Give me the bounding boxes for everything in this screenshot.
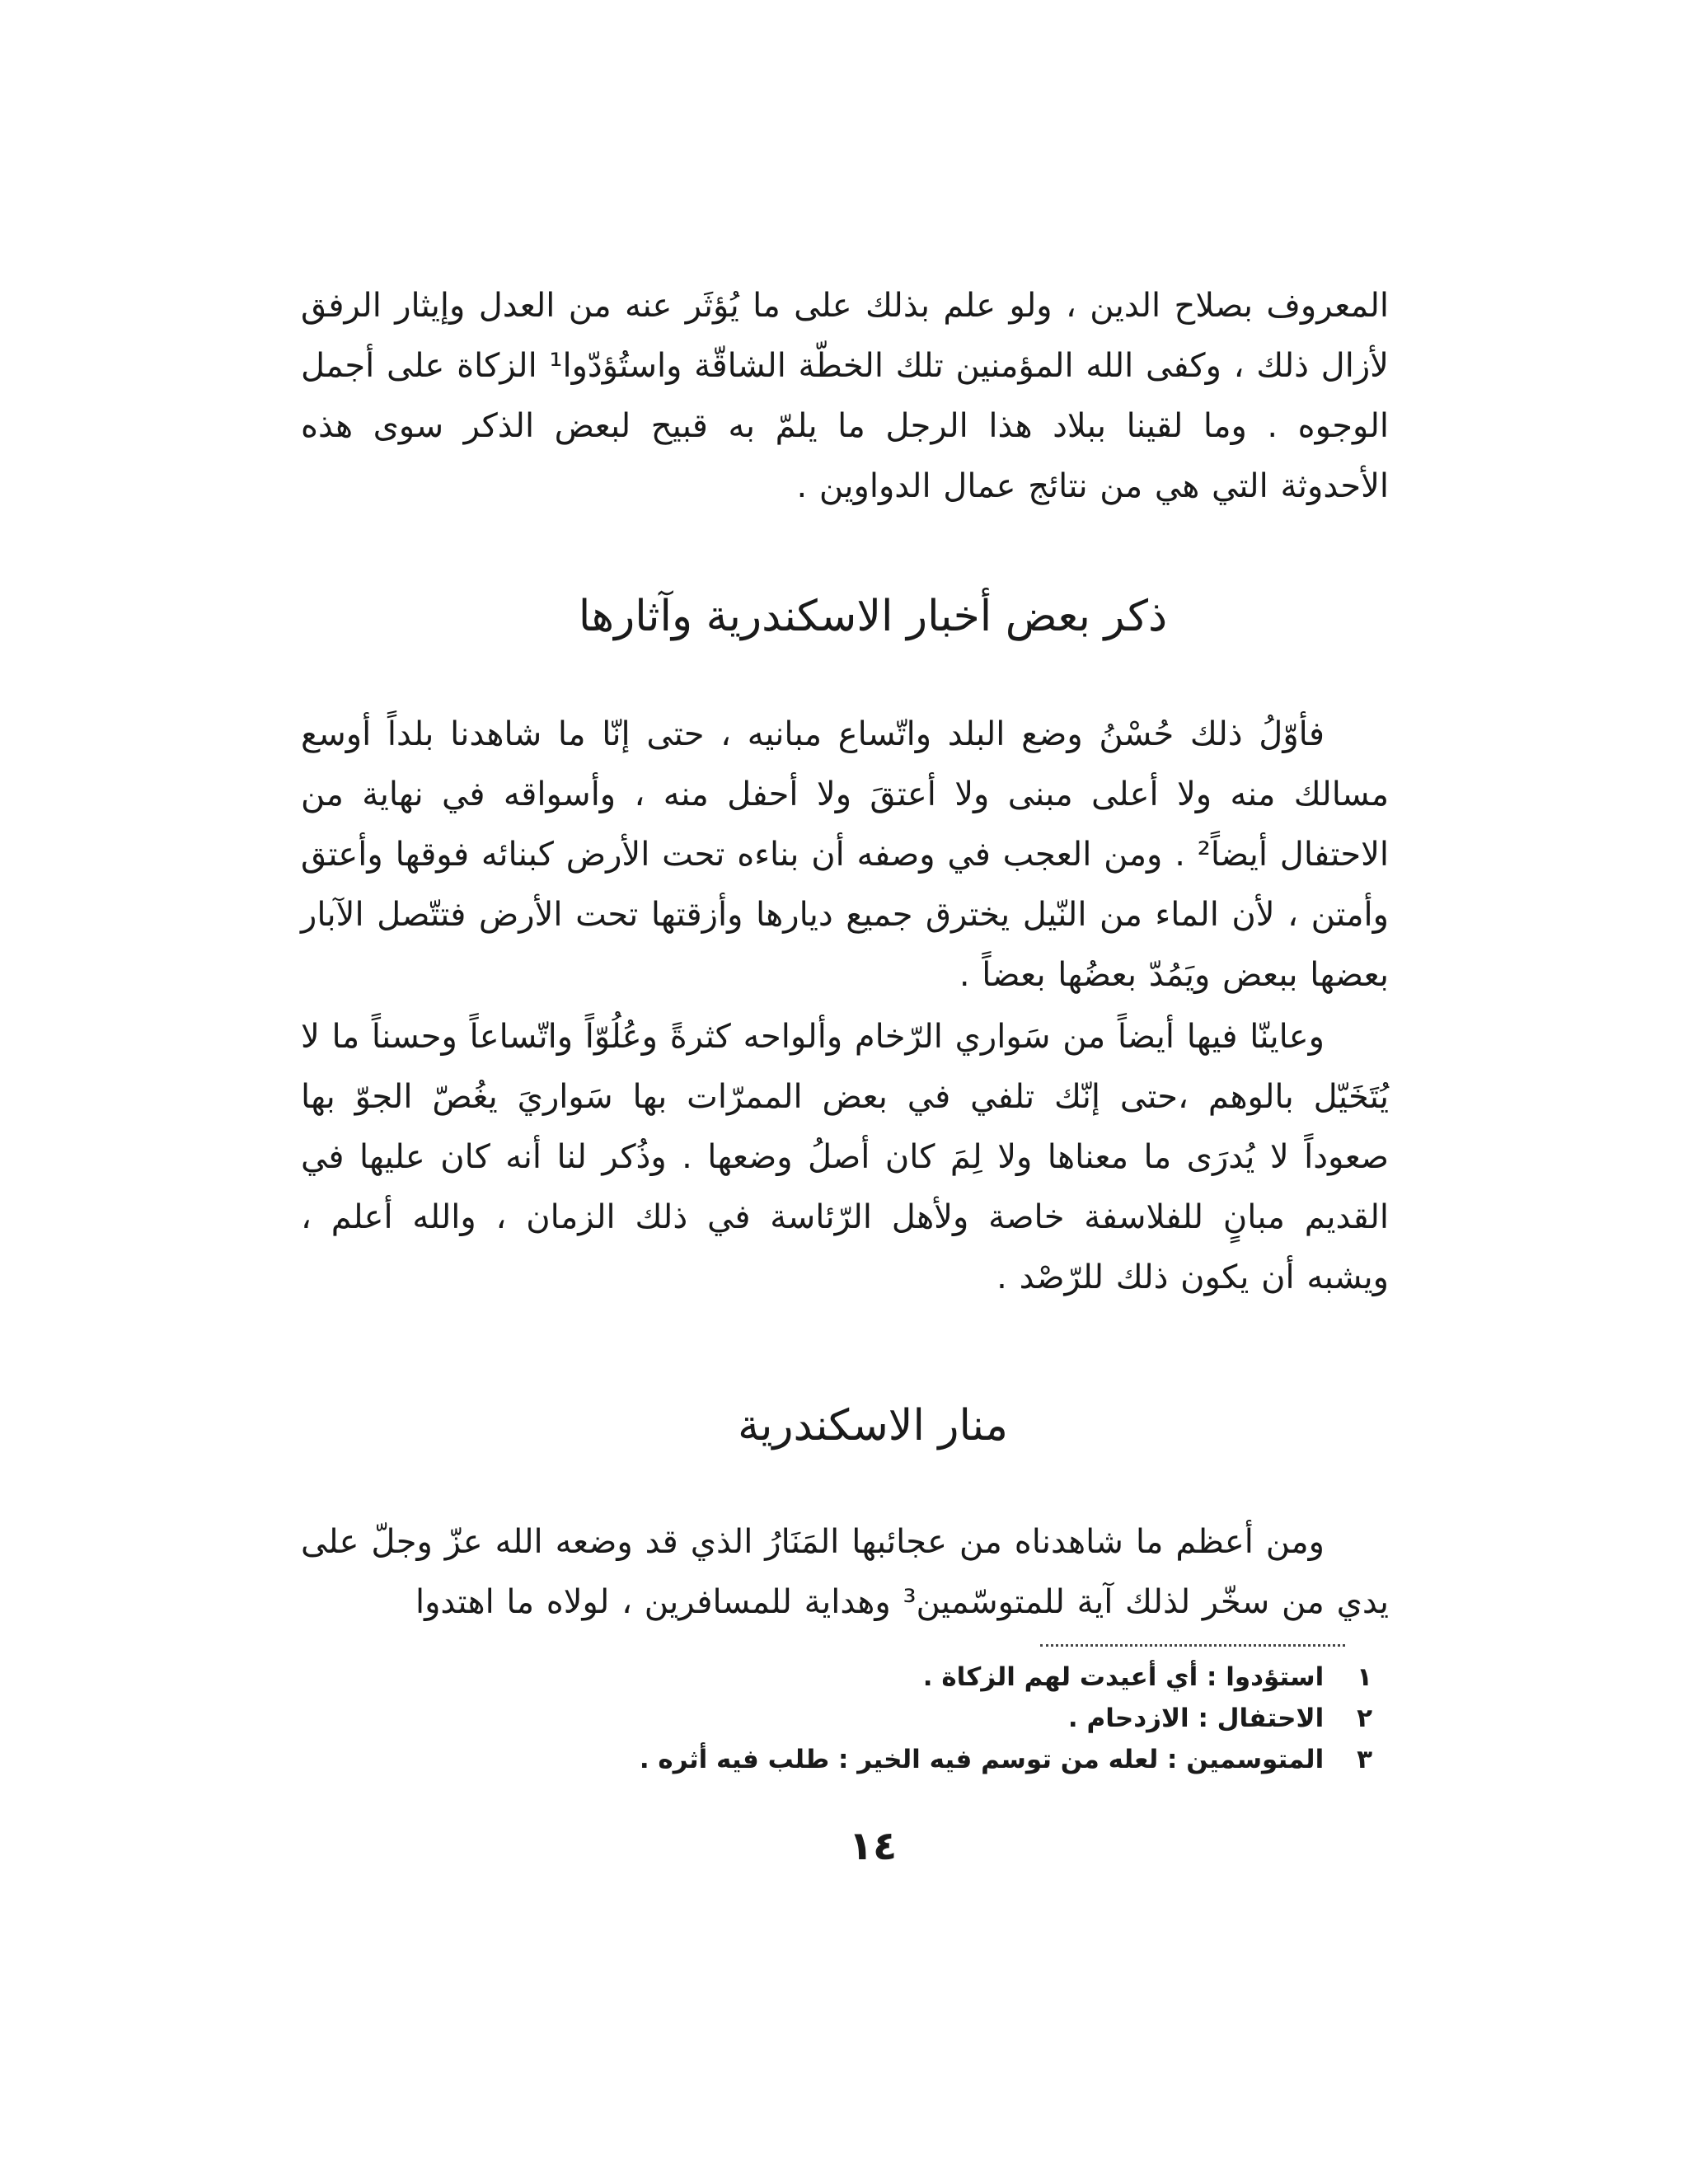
footnote-divider (1040, 1644, 1345, 1647)
footnote-item (301, 1739, 1389, 1780)
paragraph-city-description (301, 705, 1389, 1005)
paragraph-lighthouse (301, 1512, 1389, 1633)
paragraph-continuation (301, 276, 1389, 517)
paragraph-text: فأوّلُ ذلك حُسْنُ وضع البلد واتّساع مبانيه ، حتى إنّا ما شاهدنا بلداً أوسع مسالك منه ولا أعلى مبنى ولا أعتقَ ولا أحفل منه ، وأسواقه في نهاية من الاحتفال أيضاً² . ومن العجب في وصفه أن بناءه تحت الأرض كبنائه فوقها وأعتق وأمتن ، لأن الماء من النّيل يخترق جميع ديارها وأزقتها تحت الأرض فتتّصل الآبار بعضها ببعض ويَمُدّ بعضُها بعضاً . (301, 715, 1389, 994)
paragraph-text: المعروف بصلاح الدين ، ولو علم بذلك على ما يُؤثَر عنه من العدل وإيثار الرفق لأزال ذلك ، وكفى الله المؤمنين تلك الخطّة الشاقّة واستُؤدّوا¹ الزكاة على أجمل الوجوه . وما لقينا ببلاد هذا الرجل ما يلمّ به قبيح لبعض الذكر سوى هذه الأحدوثة التي هي من نتائج عمال الدواوين . (301, 287, 1389, 505)
paragraph-text: وعاينّا فيها أيضاً من سَواري الرّخام وألواحه كثرةً وعُلُوّاً واتّساعاً وحسناً ما لا يُتَخَيّل بالوهم ،حتى إنّك تلفي في بعض الممرّات بها سَواريَ يغُصّ الجوّ بها صعوداً لا يُدرَى ما معناها ولا لِمَ كان أصلُ وضعها . وذُكر لنا أنه كان عليها في القديم مبانٍ للفلاسفة خاصة ولأهل الرّئاسة في ذلك الزمان ، والله أعلم ، ويشبه أن يكون ذلك للرّصْد . (301, 1018, 1389, 1296)
page-number: ١٤ (848, 1823, 898, 1869)
section-heading-alexandria-news: ذكر بعض أخبار الاسكندرية وآثارها (578, 592, 1168, 641)
footnote-text: الاحتفال : الازدحام . (1067, 1704, 1325, 1733)
footnote-item (301, 1698, 1389, 1739)
footnote-number: ٢ (1357, 1704, 1372, 1733)
footnote-text: المتوسمين : لعله من توسم فيه الخير : طلب فيه أثره . (639, 1745, 1325, 1774)
footnotes (301, 1657, 1389, 1780)
footnote-text: استؤدوا : أي أعيدت لهم الزكاة . (922, 1662, 1325, 1692)
footnote-item (301, 1657, 1389, 1698)
paragraph-marble-columns (301, 1007, 1389, 1308)
footnote-number: ٣ (1357, 1745, 1372, 1774)
section-heading-lighthouse: منار الاسكندرية (738, 1401, 1008, 1451)
paragraph-text: ومن أعظم ما شاهدناه من عجائبها المَنَارُ الذي قد وضعه الله عزّ وجلّ على يدي من سخّر لذلك آية للمتوسّمين³ وهداية للمسافرين ، لولاه ما اهتدوا (301, 1523, 1389, 1621)
footnote-number: ١ (1357, 1662, 1372, 1692)
